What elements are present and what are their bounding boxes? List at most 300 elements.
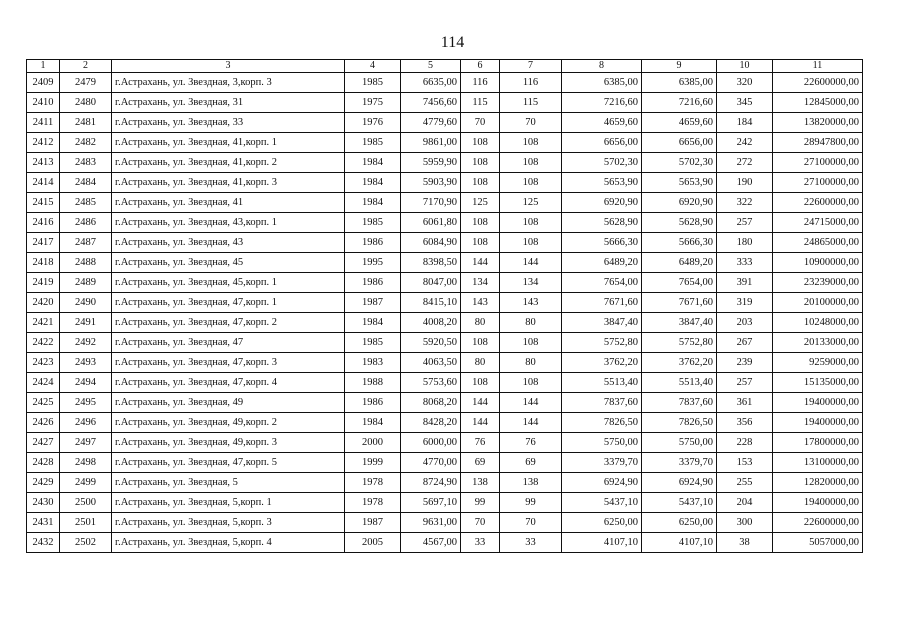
- total-area-cell: 6084,90: [401, 233, 461, 253]
- column-6-value-cell: 115: [461, 93, 500, 113]
- build-year-cell: 1984: [345, 153, 401, 173]
- registry-number-cell: 2493: [60, 353, 112, 373]
- column-6-value-cell: 138: [461, 473, 500, 493]
- total-area-cell: 7456,60: [401, 93, 461, 113]
- row-number-cell: 2409: [27, 73, 60, 93]
- cost-value-cell: 9259000,00: [773, 353, 863, 373]
- column-6-value-cell: 116: [461, 73, 500, 93]
- living-area-b-cell: 3379,70: [642, 453, 717, 473]
- row-number-cell: 2415: [27, 193, 60, 213]
- column-7-value-cell: 80: [500, 313, 562, 333]
- column-7-value-cell: 108: [500, 333, 562, 353]
- build-year-cell: 1999: [345, 453, 401, 473]
- column-6-value-cell: 144: [461, 393, 500, 413]
- registry-number-cell: 2495: [60, 393, 112, 413]
- address-cell: г.Астрахань, ул. Звездная, 47,корп. 5: [112, 453, 345, 473]
- column-7-value-cell: 116: [500, 73, 562, 93]
- registry-number-cell: 2482: [60, 133, 112, 153]
- living-area-b-cell: 5750,00: [642, 433, 717, 453]
- build-year-cell: 2005: [345, 533, 401, 553]
- registry-number-cell: 2483: [60, 153, 112, 173]
- living-area-a-cell: 7837,60: [562, 393, 642, 413]
- build-year-cell: 1988: [345, 373, 401, 393]
- residents-count-cell: 319: [717, 293, 773, 313]
- residents-count-cell: 204: [717, 493, 773, 513]
- total-area-cell: 4567,00: [401, 533, 461, 553]
- column-6-value-cell: 108: [461, 173, 500, 193]
- living-area-a-cell: 3762,20: [562, 353, 642, 373]
- total-area-cell: 6635,00: [401, 73, 461, 93]
- residents-count-cell: 242: [717, 133, 773, 153]
- table-row: [27, 353, 863, 373]
- living-area-b-cell: 3762,20: [642, 353, 717, 373]
- cost-value-cell: 24865000,00: [773, 233, 863, 253]
- living-area-b-cell: 7826,50: [642, 413, 717, 433]
- total-area-cell: 6000,00: [401, 433, 461, 453]
- total-area-cell: 8047,00: [401, 273, 461, 293]
- row-number-cell: 2410: [27, 93, 60, 113]
- residents-count-cell: 356: [717, 413, 773, 433]
- address-cell: г.Астрахань, ул. Звездная, 5,корп. 4: [112, 533, 345, 553]
- address-cell: г.Астрахань, ул. Звездная, 47,корп. 4: [112, 373, 345, 393]
- address-cell: г.Астрахань, ул. Звездная, 47,корп. 1: [112, 293, 345, 313]
- residents-count-cell: 272: [717, 153, 773, 173]
- registry-number-cell: 2492: [60, 333, 112, 353]
- column-7-value-cell: 108: [500, 153, 562, 173]
- table-row: [27, 233, 863, 253]
- living-area-a-cell: 6489,20: [562, 253, 642, 273]
- table-row: [27, 153, 863, 173]
- address-cell: г.Астрахань, ул. Звездная, 5,корп. 3: [112, 513, 345, 533]
- cost-value-cell: 12845000,00: [773, 93, 863, 113]
- row-number-cell: 2428: [27, 453, 60, 473]
- living-area-a-cell: 5702,30: [562, 153, 642, 173]
- cost-value-cell: 27100000,00: [773, 153, 863, 173]
- cost-value-cell: 15135000,00: [773, 373, 863, 393]
- build-year-cell: 1984: [345, 173, 401, 193]
- column-7-value-cell: 108: [500, 233, 562, 253]
- build-year-cell: 1984: [345, 313, 401, 333]
- table-row: [27, 493, 863, 513]
- table-row: [27, 533, 863, 553]
- living-area-b-cell: 6920,90: [642, 193, 717, 213]
- address-cell: г.Астрахань, ул. Звездная, 33: [112, 113, 345, 133]
- cost-value-cell: 5057000,00: [773, 533, 863, 553]
- total-area-cell: 9861,00: [401, 133, 461, 153]
- row-number-cell: 2432: [27, 533, 60, 553]
- total-area-cell: 6061,80: [401, 213, 461, 233]
- table-row: [27, 213, 863, 233]
- registry-number-cell: 2484: [60, 173, 112, 193]
- living-area-a-cell: 6920,90: [562, 193, 642, 213]
- cost-value-cell: 17800000,00: [773, 433, 863, 453]
- table-row: [27, 253, 863, 273]
- total-area-cell: 8415,10: [401, 293, 461, 313]
- column-7-value-cell: 143: [500, 293, 562, 313]
- column-7-value-cell: 69: [500, 453, 562, 473]
- address-cell: г.Астрахань, ул. Звездная, 47,корп. 3: [112, 353, 345, 373]
- total-area-cell: 8398,50: [401, 253, 461, 273]
- row-number-cell: 2418: [27, 253, 60, 273]
- living-area-a-cell: 5653,90: [562, 173, 642, 193]
- living-area-a-cell: 4107,10: [562, 533, 642, 553]
- table-body: [27, 73, 863, 553]
- column-number-header-row: [27, 60, 863, 73]
- column-header: 8: [562, 60, 642, 73]
- column-6-value-cell: 108: [461, 213, 500, 233]
- residents-count-cell: 257: [717, 373, 773, 393]
- residents-count-cell: 333: [717, 253, 773, 273]
- cost-value-cell: 19400000,00: [773, 493, 863, 513]
- address-cell: г.Астрахань, ул. Звездная, 3,корп. 3: [112, 73, 345, 93]
- cost-value-cell: 19400000,00: [773, 413, 863, 433]
- build-year-cell: 1978: [345, 473, 401, 493]
- residents-count-cell: 190: [717, 173, 773, 193]
- column-6-value-cell: 125: [461, 193, 500, 213]
- row-number-cell: 2414: [27, 173, 60, 193]
- address-cell: г.Астрахань, ул. Звездная, 49,корп. 3: [112, 433, 345, 453]
- address-cell: г.Астрахань, ул. Звездная, 45,корп. 1: [112, 273, 345, 293]
- living-area-a-cell: 4659,60: [562, 113, 642, 133]
- page-number: 114: [440, 34, 465, 51]
- build-year-cell: 1975: [345, 93, 401, 113]
- build-year-cell: 1984: [345, 193, 401, 213]
- column-7-value-cell: 99: [500, 493, 562, 513]
- table-row: [27, 113, 863, 133]
- address-cell: г.Астрахань, ул. Звездная, 41: [112, 193, 345, 213]
- living-area-a-cell: 7654,00: [562, 273, 642, 293]
- living-area-a-cell: 5666,30: [562, 233, 642, 253]
- table-row: [27, 193, 863, 213]
- living-area-a-cell: 3847,40: [562, 313, 642, 333]
- table-row: [27, 413, 863, 433]
- address-cell: г.Астрахань, ул. Звездная, 49: [112, 393, 345, 413]
- column-7-value-cell: 138: [500, 473, 562, 493]
- living-area-b-cell: 7837,60: [642, 393, 717, 413]
- row-number-cell: 2420: [27, 293, 60, 313]
- living-area-b-cell: 5653,90: [642, 173, 717, 193]
- residents-count-cell: 255: [717, 473, 773, 493]
- registry-number-cell: 2496: [60, 413, 112, 433]
- build-year-cell: 1987: [345, 293, 401, 313]
- column-header: 9: [642, 60, 717, 73]
- cost-value-cell: 13100000,00: [773, 453, 863, 473]
- living-area-b-cell: 5628,90: [642, 213, 717, 233]
- cost-value-cell: 10900000,00: [773, 253, 863, 273]
- column-7-value-cell: 108: [500, 373, 562, 393]
- column-6-value-cell: 70: [461, 113, 500, 133]
- living-area-b-cell: 7216,60: [642, 93, 717, 113]
- cost-value-cell: 10248000,00: [773, 313, 863, 333]
- registry-number-cell: 2498: [60, 453, 112, 473]
- registry-number-cell: 2501: [60, 513, 112, 533]
- table-row: [27, 393, 863, 413]
- registry-number-cell: 2479: [60, 73, 112, 93]
- residents-count-cell: 300: [717, 513, 773, 533]
- housing-register-table: [26, 59, 863, 553]
- living-area-a-cell: 5628,90: [562, 213, 642, 233]
- living-area-b-cell: 6489,20: [642, 253, 717, 273]
- living-area-a-cell: 5752,80: [562, 333, 642, 353]
- registry-number-cell: 2481: [60, 113, 112, 133]
- living-area-a-cell: 6656,00: [562, 133, 642, 153]
- row-number-cell: 2426: [27, 413, 60, 433]
- address-cell: г.Астрахань, ул. Звездная, 5,корп. 1: [112, 493, 345, 513]
- column-6-value-cell: 80: [461, 353, 500, 373]
- build-year-cell: 1986: [345, 273, 401, 293]
- living-area-b-cell: 3847,40: [642, 313, 717, 333]
- cost-value-cell: 23239000,00: [773, 273, 863, 293]
- residents-count-cell: 322: [717, 193, 773, 213]
- column-7-value-cell: 76: [500, 433, 562, 453]
- build-year-cell: 1978: [345, 493, 401, 513]
- living-area-b-cell: 4659,60: [642, 113, 717, 133]
- column-6-value-cell: 108: [461, 373, 500, 393]
- total-area-cell: 5697,10: [401, 493, 461, 513]
- address-cell: г.Астрахань, ул. Звездная, 41,корп. 1: [112, 133, 345, 153]
- build-year-cell: 1985: [345, 213, 401, 233]
- living-area-b-cell: 5513,40: [642, 373, 717, 393]
- build-year-cell: 2000: [345, 433, 401, 453]
- registry-number-cell: 2500: [60, 493, 112, 513]
- living-area-b-cell: 6250,00: [642, 513, 717, 533]
- registry-number-cell: 2490: [60, 293, 112, 313]
- living-area-a-cell: 7826,50: [562, 413, 642, 433]
- column-6-value-cell: 108: [461, 333, 500, 353]
- residents-count-cell: 153: [717, 453, 773, 473]
- registry-number-cell: 2488: [60, 253, 112, 273]
- total-area-cell: 9631,00: [401, 513, 461, 533]
- address-cell: г.Астрахань, ул. Звездная, 47: [112, 333, 345, 353]
- total-area-cell: 8724,90: [401, 473, 461, 493]
- total-area-cell: 8428,20: [401, 413, 461, 433]
- column-header: 1: [27, 60, 60, 73]
- residents-count-cell: 180: [717, 233, 773, 253]
- registry-number-cell: 2486: [60, 213, 112, 233]
- column-6-value-cell: 99: [461, 493, 500, 513]
- row-number-cell: 2411: [27, 113, 60, 133]
- address-cell: г.Астрахань, ул. Звездная, 41,корп. 3: [112, 173, 345, 193]
- row-number-cell: 2427: [27, 433, 60, 453]
- column-7-value-cell: 134: [500, 273, 562, 293]
- cost-value-cell: 13820000,00: [773, 113, 863, 133]
- cost-value-cell: 27100000,00: [773, 173, 863, 193]
- registry-number-cell: 2487: [60, 233, 112, 253]
- address-cell: г.Астрахань, ул. Звездная, 43,корп. 1: [112, 213, 345, 233]
- living-area-b-cell: 6924,90: [642, 473, 717, 493]
- column-7-value-cell: 80: [500, 353, 562, 373]
- residents-count-cell: 361: [717, 393, 773, 413]
- column-7-value-cell: 144: [500, 253, 562, 273]
- row-number-cell: 2425: [27, 393, 60, 413]
- column-6-value-cell: 108: [461, 153, 500, 173]
- cost-value-cell: 28947800,00: [773, 133, 863, 153]
- registry-number-cell: 2480: [60, 93, 112, 113]
- address-cell: г.Астрахань, ул. Звездная, 45: [112, 253, 345, 273]
- residents-count-cell: 391: [717, 273, 773, 293]
- build-year-cell: 1985: [345, 73, 401, 93]
- row-number-cell: 2416: [27, 213, 60, 233]
- row-number-cell: 2419: [27, 273, 60, 293]
- address-cell: г.Астрахань, ул. Звездная, 47,корп. 2: [112, 313, 345, 333]
- table-row: [27, 453, 863, 473]
- column-header: 11: [773, 60, 863, 73]
- table-row: [27, 513, 863, 533]
- living-area-a-cell: 3379,70: [562, 453, 642, 473]
- table-row: [27, 473, 863, 493]
- living-area-b-cell: 7654,00: [642, 273, 717, 293]
- column-7-value-cell: 33: [500, 533, 562, 553]
- address-cell: г.Астрахань, ул. Звездная, 31: [112, 93, 345, 113]
- cost-value-cell: 20133000,00: [773, 333, 863, 353]
- living-area-a-cell: 5513,40: [562, 373, 642, 393]
- column-6-value-cell: 108: [461, 233, 500, 253]
- living-area-a-cell: 7671,60: [562, 293, 642, 313]
- column-header: 5: [401, 60, 461, 73]
- table-row: [27, 313, 863, 333]
- cost-value-cell: 12820000,00: [773, 473, 863, 493]
- residents-count-cell: 267: [717, 333, 773, 353]
- table-row: [27, 93, 863, 113]
- living-area-b-cell: 5666,30: [642, 233, 717, 253]
- column-7-value-cell: 125: [500, 193, 562, 213]
- column-6-value-cell: 143: [461, 293, 500, 313]
- row-number-cell: 2429: [27, 473, 60, 493]
- registry-number-cell: 2502: [60, 533, 112, 553]
- residents-count-cell: 239: [717, 353, 773, 373]
- build-year-cell: 1976: [345, 113, 401, 133]
- column-7-value-cell: 144: [500, 393, 562, 413]
- column-6-value-cell: 70: [461, 513, 500, 533]
- living-area-a-cell: 6385,00: [562, 73, 642, 93]
- column-6-value-cell: 108: [461, 133, 500, 153]
- cost-value-cell: 20100000,00: [773, 293, 863, 313]
- total-area-cell: 4063,50: [401, 353, 461, 373]
- build-year-cell: 1984: [345, 413, 401, 433]
- residents-count-cell: 257: [717, 213, 773, 233]
- living-area-a-cell: 7216,60: [562, 93, 642, 113]
- total-area-cell: 4779,60: [401, 113, 461, 133]
- cost-value-cell: 19400000,00: [773, 393, 863, 413]
- total-area-cell: 4770,00: [401, 453, 461, 473]
- living-area-b-cell: 7671,60: [642, 293, 717, 313]
- living-area-b-cell: 6385,00: [642, 73, 717, 93]
- table-row: [27, 373, 863, 393]
- row-number-cell: 2424: [27, 373, 60, 393]
- column-header: 2: [60, 60, 112, 73]
- table-row: [27, 333, 863, 353]
- address-cell: г.Астрахань, ул. Звездная, 49,корп. 2: [112, 413, 345, 433]
- address-cell: г.Астрахань, ул. Звездная, 41,корп. 2: [112, 153, 345, 173]
- table-row: [27, 73, 863, 93]
- living-area-a-cell: 6924,90: [562, 473, 642, 493]
- total-area-cell: 5959,90: [401, 153, 461, 173]
- living-area-a-cell: 5750,00: [562, 433, 642, 453]
- registry-number-cell: 2497: [60, 433, 112, 453]
- table-row: [27, 133, 863, 153]
- living-area-b-cell: 5437,10: [642, 493, 717, 513]
- row-number-cell: 2413: [27, 153, 60, 173]
- residents-count-cell: 184: [717, 113, 773, 133]
- row-number-cell: 2430: [27, 493, 60, 513]
- living-area-a-cell: 5437,10: [562, 493, 642, 513]
- build-year-cell: 1987: [345, 513, 401, 533]
- living-area-b-cell: 5702,30: [642, 153, 717, 173]
- residents-count-cell: 38: [717, 533, 773, 553]
- row-number-cell: 2431: [27, 513, 60, 533]
- total-area-cell: 5920,50: [401, 333, 461, 353]
- table-row: [27, 273, 863, 293]
- table-row: [27, 173, 863, 193]
- registry-number-cell: 2485: [60, 193, 112, 213]
- row-number-cell: 2421: [27, 313, 60, 333]
- column-6-value-cell: 144: [461, 413, 500, 433]
- column-6-value-cell: 144: [461, 253, 500, 273]
- column-7-value-cell: 70: [500, 113, 562, 133]
- column-7-value-cell: 108: [500, 213, 562, 233]
- column-header: 4: [345, 60, 401, 73]
- column-6-value-cell: 134: [461, 273, 500, 293]
- registry-number-cell: 2499: [60, 473, 112, 493]
- build-year-cell: 1986: [345, 233, 401, 253]
- column-header: 7: [500, 60, 562, 73]
- row-number-cell: 2412: [27, 133, 60, 153]
- living-area-a-cell: 6250,00: [562, 513, 642, 533]
- column-6-value-cell: 69: [461, 453, 500, 473]
- column-6-value-cell: 76: [461, 433, 500, 453]
- table-row: [27, 433, 863, 453]
- address-cell: г.Астрахань, ул. Звездная, 43: [112, 233, 345, 253]
- residents-count-cell: 228: [717, 433, 773, 453]
- build-year-cell: 1985: [345, 133, 401, 153]
- cost-value-cell: 22600000,00: [773, 193, 863, 213]
- column-7-value-cell: 144: [500, 413, 562, 433]
- residents-count-cell: 203: [717, 313, 773, 333]
- total-area-cell: 7170,90: [401, 193, 461, 213]
- table-row: [27, 293, 863, 313]
- column-header: 10: [717, 60, 773, 73]
- build-year-cell: 1983: [345, 353, 401, 373]
- column-7-value-cell: 108: [500, 133, 562, 153]
- registry-number-cell: 2494: [60, 373, 112, 393]
- row-number-cell: 2422: [27, 333, 60, 353]
- cost-value-cell: 22600000,00: [773, 73, 863, 93]
- column-header: 6: [461, 60, 500, 73]
- row-number-cell: 2423: [27, 353, 60, 373]
- total-area-cell: 5903,90: [401, 173, 461, 193]
- address-cell: г.Астрахань, ул. Звездная, 5: [112, 473, 345, 493]
- residents-count-cell: 345: [717, 93, 773, 113]
- living-area-b-cell: 4107,10: [642, 533, 717, 553]
- build-year-cell: 1985: [345, 333, 401, 353]
- row-number-cell: 2417: [27, 233, 60, 253]
- living-area-b-cell: 6656,00: [642, 133, 717, 153]
- registry-number-cell: 2489: [60, 273, 112, 293]
- total-area-cell: 5753,60: [401, 373, 461, 393]
- cost-value-cell: 22600000,00: [773, 513, 863, 533]
- total-area-cell: 8068,20: [401, 393, 461, 413]
- column-6-value-cell: 80: [461, 313, 500, 333]
- total-area-cell: 4008,20: [401, 313, 461, 333]
- build-year-cell: 1995: [345, 253, 401, 273]
- living-area-b-cell: 5752,80: [642, 333, 717, 353]
- cost-value-cell: 24715000,00: [773, 213, 863, 233]
- column-7-value-cell: 70: [500, 513, 562, 533]
- build-year-cell: 1986: [345, 393, 401, 413]
- column-6-value-cell: 33: [461, 533, 500, 553]
- column-7-value-cell: 115: [500, 93, 562, 113]
- residents-count-cell: 320: [717, 73, 773, 93]
